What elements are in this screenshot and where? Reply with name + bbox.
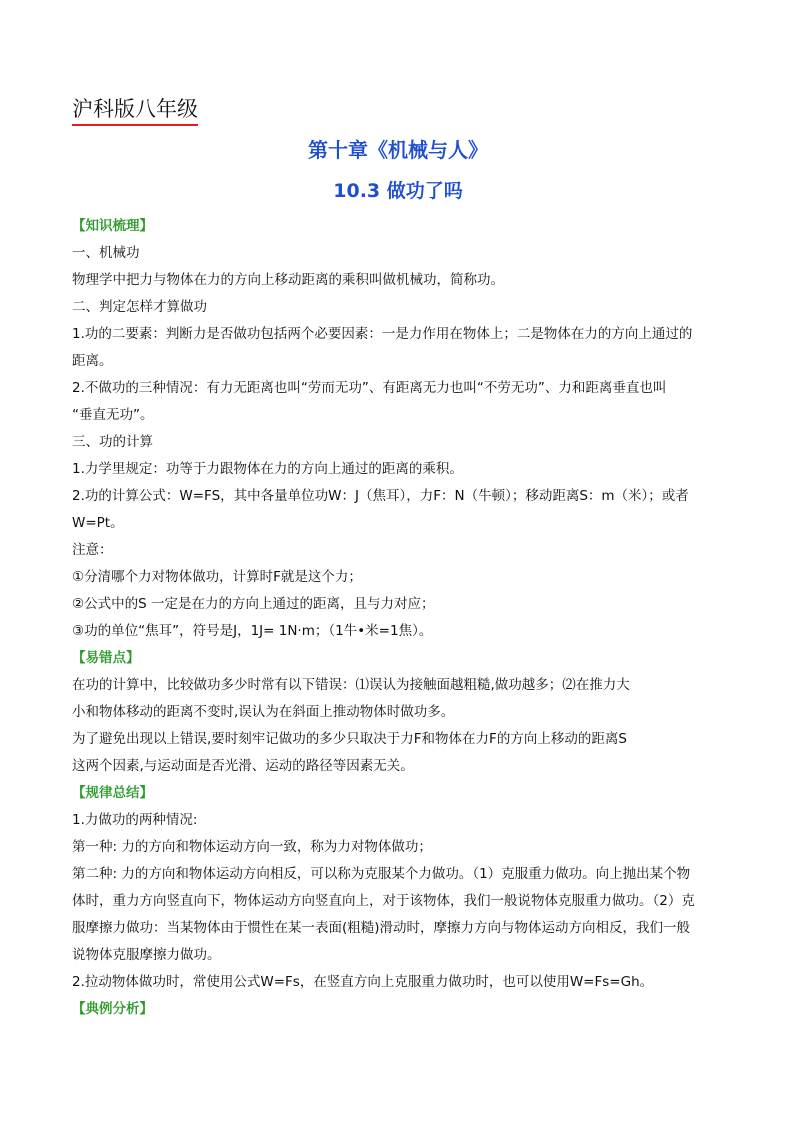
section-heading: 【知识梳理】: [72, 218, 153, 234]
section-heading: 【易错点】: [72, 650, 140, 666]
text-line: 这两个因素,与运动面是否光滑、运动的路径等因素无关。: [72, 758, 414, 774]
text-line: 1.功的二要素：判断力是否做功包括两个必要因素：一是力作用在物体上；二是物体在力的方向上通过的: [72, 326, 693, 342]
section-heading: 【典例分析】: [72, 1001, 153, 1017]
text-line: 小和物体移动的距离不变时,误认为在斜面上推动物体时做功多。: [72, 704, 455, 720]
text-line: 服摩擦力做功：当某物体由于惯性在某一表面(粗糙)滑动时，摩擦力方向与物体运动方向相反，我们一般: [72, 920, 691, 936]
edition-label: 沪科版八年级: [72, 96, 198, 126]
text-line: 2.功的计算公式：W=FS，其中各量单位功W：J（焦耳），力F：N（牛顿）；移动距离S：m（米）；或者: [72, 488, 689, 504]
text-line: W=Pt。: [72, 515, 124, 531]
section-heading: 【规律总结】: [72, 785, 153, 801]
text-line: 1.力学里规定：功等于力跟物体在力的方向上通过的距离的乘积。: [72, 461, 463, 477]
chapter-title: 第十章《机械与人》: [308, 138, 488, 162]
text-line: 物理学中把力与物体在力的方向上移动距离的乘积叫做机械功，简称功。: [72, 272, 504, 288]
text-line: ②公式中的S 一定是在力的方向上通过的距离，且与力对应；: [72, 596, 435, 612]
text-line: ①分清哪个力对物体做功，计算时F就是这个力；: [72, 569, 362, 585]
text-line: 1.力做功的两种情况:: [72, 812, 198, 828]
text-line: 说物体克服摩擦力做功。: [72, 947, 221, 963]
lesson-title: 10.3 做功了吗: [333, 180, 463, 202]
text-line: 注意：: [72, 542, 113, 558]
text-line: 在功的计算中，比较做功多少时常有以下错误：⑴误认为接触面越粗糙,做功越多；⑵在推力大: [72, 677, 630, 693]
text-line: 为了避免出现以上错误,要时刻牢记做功的多少只取决于力F和物体在力F的方向上移动的距离S: [72, 731, 627, 747]
text-line: ③功的单位“焦耳”，符号是J，1J= 1N·m；（1牛•米=1焦）。: [72, 623, 433, 639]
text-line: 第二种: 力的方向和物体运动方向相反，可以称为克服某个力做功。（1）克服重力做功。向上抛出某个物: [72, 866, 691, 882]
text-line: 距离。: [72, 353, 113, 369]
document-body: [72, 213, 724, 1023]
text-line: 体时，重力方向竖直向下，物体运动方向竖直向上，对于该物体，我们一般说物体克服重力做功。（2）克: [72, 893, 695, 909]
text-line: 第一种: 力的方向和物体运动方向一致，称为力对物体做功；: [72, 839, 432, 855]
text-line: 一、机械功: [72, 245, 140, 261]
text-line: “垂直无功”。: [72, 407, 154, 423]
text-line: 2.拉动物体做功时，常使用公式W=Fs，在竖直方向上克服重力做功时，也可以使用W=Fs=Gh。: [72, 974, 654, 990]
text-line: 三、功的计算: [72, 434, 153, 450]
text-line: 二、判定怎样才算做功: [72, 299, 207, 315]
text-line: 2.不做功的三种情况：有力无距离也叫“劳而无功”、有距离无力也叫“不劳无功”、力和距离垂直也叫: [72, 380, 667, 396]
